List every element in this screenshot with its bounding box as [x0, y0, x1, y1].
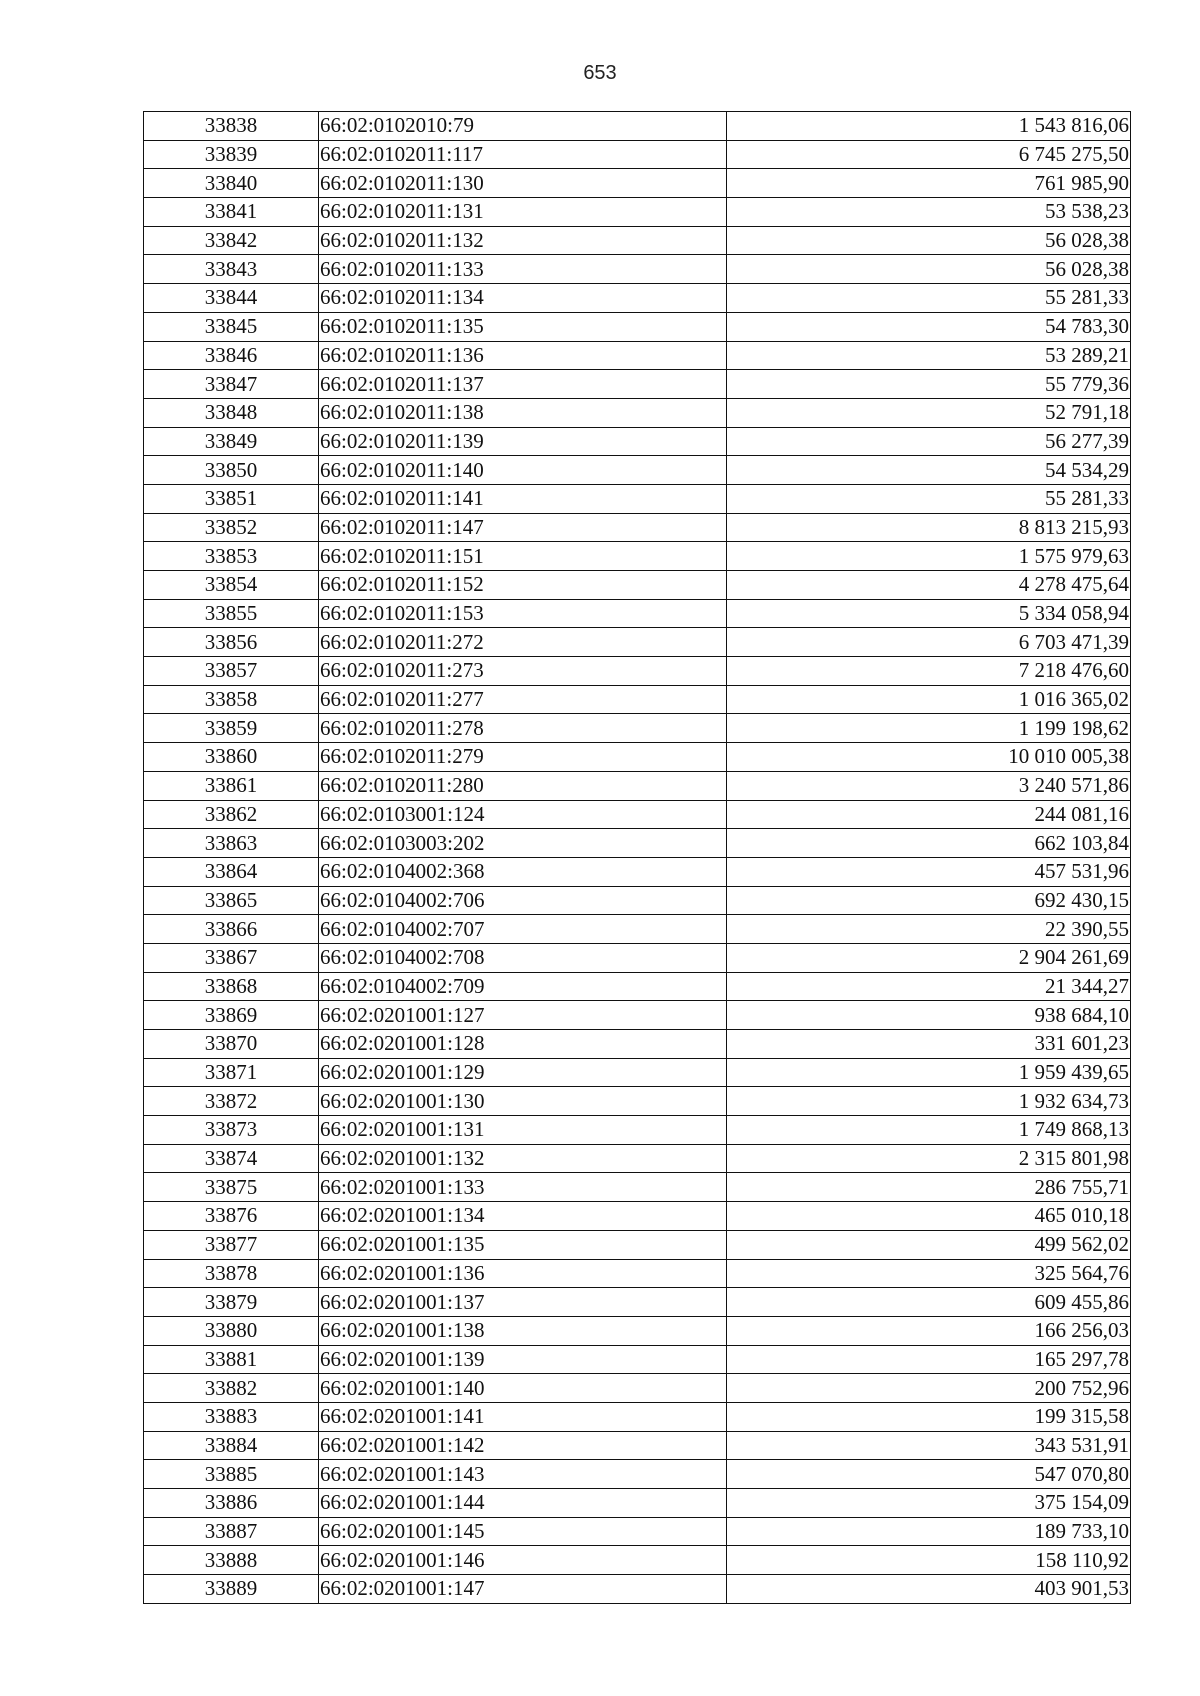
cadastral-value-cell: 286 755,71	[727, 1173, 1131, 1202]
row-number-cell: 33848	[144, 398, 319, 427]
table-row	[144, 1575, 1131, 1604]
cadastral-value-cell: 53 289,21	[727, 341, 1131, 370]
cadastral-number-cell: 66:02:0201001:134	[319, 1202, 727, 1231]
table-row	[144, 1202, 1131, 1231]
cadastral-number-cell: 66:02:0104002:708	[319, 943, 727, 972]
table-row	[144, 198, 1131, 227]
cadastral-value-cell: 189 733,10	[727, 1517, 1131, 1546]
row-number-cell: 33889	[144, 1575, 319, 1604]
cadastral-value-cell: 2 315 801,98	[727, 1144, 1131, 1173]
table-row	[144, 1116, 1131, 1145]
row-number-cell: 33860	[144, 743, 319, 772]
cadastral-number-cell: 66:02:0102011:135	[319, 312, 727, 341]
table-row	[144, 972, 1131, 1001]
row-number-cell: 33883	[144, 1402, 319, 1431]
row-number-cell: 33849	[144, 427, 319, 456]
row-number-cell: 33859	[144, 714, 319, 743]
cadastral-number-cell: 66:02:0102011:151	[319, 542, 727, 571]
cadastral-value-cell: 244 081,16	[727, 800, 1131, 829]
row-number-cell: 33871	[144, 1058, 319, 1087]
table-row	[144, 771, 1131, 800]
cadastral-number-cell: 66:02:0103003:202	[319, 829, 727, 858]
row-number-cell: 33856	[144, 628, 319, 657]
cadastral-value-cell: 662 103,84	[727, 829, 1131, 858]
row-number-cell: 33863	[144, 829, 319, 858]
cadastral-value-cell: 1 749 868,13	[727, 1116, 1131, 1145]
cadastral-value-cell: 56 277,39	[727, 427, 1131, 456]
table-row	[144, 542, 1131, 571]
cadastral-number-cell: 66:02:0201001:142	[319, 1431, 727, 1460]
table-row	[144, 915, 1131, 944]
cadastral-number-cell: 66:02:0102011:141	[319, 484, 727, 513]
cadastral-number-cell: 66:02:0201001:130	[319, 1087, 727, 1116]
row-number-cell: 33858	[144, 685, 319, 714]
row-number-cell: 33842	[144, 226, 319, 255]
cadastral-number-cell: 66:02:0201001:145	[319, 1517, 727, 1546]
table-row	[144, 1374, 1131, 1403]
row-number-cell: 33865	[144, 886, 319, 915]
table-row	[144, 1460, 1131, 1489]
cadastral-value-cell: 55 779,36	[727, 370, 1131, 399]
cadastral-number-cell: 66:02:0102010:79	[319, 112, 727, 141]
row-number-cell: 33841	[144, 198, 319, 227]
table-row	[144, 628, 1131, 657]
cadastral-value-cell: 761 985,90	[727, 169, 1131, 198]
row-number-cell: 33887	[144, 1517, 319, 1546]
table-row	[144, 1001, 1131, 1030]
cadastral-value-cell: 199 315,58	[727, 1402, 1131, 1431]
cadastral-value-cell: 938 684,10	[727, 1001, 1131, 1030]
row-number-cell: 33884	[144, 1431, 319, 1460]
cadastral-value-cell: 2 904 261,69	[727, 943, 1131, 972]
cadastral-number-cell: 66:02:0102011:278	[319, 714, 727, 743]
table-row	[144, 857, 1131, 886]
row-number-cell: 33845	[144, 312, 319, 341]
cadastral-number-cell: 66:02:0102011:117	[319, 140, 727, 169]
page-number: 653	[583, 62, 617, 84]
cadastral-value-cell: 52 791,18	[727, 398, 1131, 427]
row-number-cell: 33855	[144, 599, 319, 628]
cadastral-number-cell: 66:02:0201001:140	[319, 1374, 727, 1403]
cadastral-value-cell: 5 334 058,94	[727, 599, 1131, 628]
cadastral-value-cell: 4 278 475,64	[727, 571, 1131, 600]
cadastral-number-cell: 66:02:0102011:277	[319, 685, 727, 714]
table-row	[144, 341, 1131, 370]
row-number-cell: 33877	[144, 1230, 319, 1259]
table-row	[144, 112, 1131, 141]
cadastral-number-cell: 66:02:0102011:273	[319, 657, 727, 686]
table-row	[144, 284, 1131, 313]
cadastral-value-cell: 6 703 471,39	[727, 628, 1131, 657]
cadastral-number-cell: 66:02:0201001:133	[319, 1173, 727, 1202]
table-row	[144, 571, 1131, 600]
table-row	[144, 1230, 1131, 1259]
cadastral-value-cell: 8 813 215,93	[727, 513, 1131, 542]
cadastral-value-cell: 200 752,96	[727, 1374, 1131, 1403]
cadastral-number-cell: 66:02:0201001:141	[319, 1402, 727, 1431]
row-number-cell: 33843	[144, 255, 319, 284]
table-row	[144, 743, 1131, 772]
table-row	[144, 685, 1131, 714]
cadastral-value-cell: 325 564,76	[727, 1259, 1131, 1288]
cadastral-number-cell: 66:02:0201001:131	[319, 1116, 727, 1145]
table-row	[144, 1431, 1131, 1460]
cadastral-number-cell: 66:02:0102011:279	[319, 743, 727, 772]
cadastral-number-cell: 66:02:0201001:147	[319, 1575, 727, 1604]
row-number-cell: 33838	[144, 112, 319, 141]
table-row	[144, 1030, 1131, 1059]
row-number-cell: 33839	[144, 140, 319, 169]
table-row	[144, 714, 1131, 743]
row-number-cell: 33881	[144, 1345, 319, 1374]
cadastral-number-cell: 66:02:0102011:132	[319, 226, 727, 255]
table-row	[144, 657, 1131, 686]
cadastral-value-cell: 1 575 979,63	[727, 542, 1131, 571]
row-number-cell: 33861	[144, 771, 319, 800]
cadastral-number-cell: 66:02:0104002:707	[319, 915, 727, 944]
cadastral-value-cell: 55 281,33	[727, 484, 1131, 513]
row-number-cell: 33852	[144, 513, 319, 542]
cadastral-number-cell: 66:02:0201001:127	[319, 1001, 727, 1030]
table-row	[144, 169, 1131, 198]
row-number-cell: 33850	[144, 456, 319, 485]
cadastral-value-cell: 56 028,38	[727, 255, 1131, 284]
cadastral-number-cell: 66:02:0102011:147	[319, 513, 727, 542]
table-row	[144, 943, 1131, 972]
row-number-cell: 33851	[144, 484, 319, 513]
cadastral-number-cell: 66:02:0104002:709	[319, 972, 727, 1001]
row-number-cell: 33872	[144, 1087, 319, 1116]
table-row	[144, 1517, 1131, 1546]
table-row	[144, 1058, 1131, 1087]
table-row	[144, 1316, 1131, 1345]
cadastral-number-cell: 66:02:0201001:139	[319, 1345, 727, 1374]
row-number-cell: 33888	[144, 1546, 319, 1575]
cadastral-value-cell: 54 534,29	[727, 456, 1131, 485]
row-number-cell: 33870	[144, 1030, 319, 1059]
cadastral-value-cell: 547 070,80	[727, 1460, 1131, 1489]
row-number-cell: 33853	[144, 542, 319, 571]
table-row	[144, 1345, 1131, 1374]
table-row	[144, 599, 1131, 628]
table-row	[144, 513, 1131, 542]
table-row	[144, 1259, 1131, 1288]
cadastral-number-cell: 66:02:0201001:143	[319, 1460, 727, 1489]
row-number-cell: 33868	[144, 972, 319, 1001]
cadastral-number-cell: 66:02:0103001:124	[319, 800, 727, 829]
row-number-cell: 33880	[144, 1316, 319, 1345]
row-number-cell: 33878	[144, 1259, 319, 1288]
cadastral-value-cell: 165 297,78	[727, 1345, 1131, 1374]
cadastral-value-cell: 54 783,30	[727, 312, 1131, 341]
cadastral-value-cell: 375 154,09	[727, 1489, 1131, 1518]
cadastral-value-cell: 343 531,91	[727, 1431, 1131, 1460]
row-number-cell: 33874	[144, 1144, 319, 1173]
cadastral-value-cell: 331 601,23	[727, 1030, 1131, 1059]
table-row	[144, 1402, 1131, 1431]
row-number-cell: 33885	[144, 1460, 319, 1489]
row-number-cell: 33882	[144, 1374, 319, 1403]
cadastral-value-cell: 1 959 439,65	[727, 1058, 1131, 1087]
table-row	[144, 1087, 1131, 1116]
cadastral-number-cell: 66:02:0102011:136	[319, 341, 727, 370]
cadastral-value-cell: 1 199 198,62	[727, 714, 1131, 743]
cadastral-value-cell: 21 344,27	[727, 972, 1131, 1001]
cadastral-value-cell: 166 256,03	[727, 1316, 1131, 1345]
cadastral-value-cell: 609 455,86	[727, 1288, 1131, 1317]
table-row	[144, 226, 1131, 255]
table-row	[144, 370, 1131, 399]
table-row	[144, 140, 1131, 169]
cadastral-value-cell: 3 240 571,86	[727, 771, 1131, 800]
cadastral-value-cell: 7 218 476,60	[727, 657, 1131, 686]
cadastral-number-cell: 66:02:0102011:130	[319, 169, 727, 198]
cadastral-value-cell: 56 028,38	[727, 226, 1131, 255]
cadastral-number-cell: 66:02:0201001:144	[319, 1489, 727, 1518]
table-row	[144, 255, 1131, 284]
cadastral-number-cell: 66:02:0102011:139	[319, 427, 727, 456]
row-number-cell: 33876	[144, 1202, 319, 1231]
cadastral-value-cell: 10 010 005,38	[727, 743, 1131, 772]
table-row	[144, 800, 1131, 829]
cadastral-number-cell: 66:02:0102011:134	[319, 284, 727, 313]
row-number-cell: 33879	[144, 1288, 319, 1317]
cadastral-number-cell: 66:02:0201001:137	[319, 1288, 727, 1317]
cadastral-number-cell: 66:02:0102011:133	[319, 255, 727, 284]
cadastral-number-cell: 66:02:0104002:706	[319, 886, 727, 915]
cadastral-value-cell: 55 281,33	[727, 284, 1131, 313]
cadastral-number-cell: 66:02:0201001:135	[319, 1230, 727, 1259]
cadastral-value-cell: 1 543 816,06	[727, 112, 1131, 141]
row-number-cell: 33869	[144, 1001, 319, 1030]
cadastral-value-cell: 457 531,96	[727, 857, 1131, 886]
table-row	[144, 484, 1131, 513]
cadastral-value-cell: 499 562,02	[727, 1230, 1131, 1259]
cadastral-value-cell: 465 010,18	[727, 1202, 1131, 1231]
cadastral-value-cell: 1 016 365,02	[727, 685, 1131, 714]
row-number-cell: 33847	[144, 370, 319, 399]
row-number-cell: 33864	[144, 857, 319, 886]
table-body	[144, 112, 1131, 1604]
row-number-cell: 33854	[144, 571, 319, 600]
cadastral-number-cell: 66:02:0102011:272	[319, 628, 727, 657]
row-number-cell: 33886	[144, 1489, 319, 1518]
cadastral-number-cell: 66:02:0201001:136	[319, 1259, 727, 1288]
cadastral-value-cell: 692 430,15	[727, 886, 1131, 915]
row-number-cell: 33875	[144, 1173, 319, 1202]
row-number-cell: 33846	[144, 341, 319, 370]
row-number-cell: 33844	[144, 284, 319, 313]
table-row	[144, 1144, 1131, 1173]
cadastral-number-cell: 66:02:0201001:128	[319, 1030, 727, 1059]
table-row	[144, 1288, 1131, 1317]
table-row	[144, 1489, 1131, 1518]
cadastral-number-cell: 66:02:0102011:152	[319, 571, 727, 600]
cadastral-value-cell: 403 901,53	[727, 1575, 1131, 1604]
cadastral-number-cell: 66:02:0102011:137	[319, 370, 727, 399]
cadastral-number-cell: 66:02:0201001:129	[319, 1058, 727, 1087]
table-row	[144, 427, 1131, 456]
cadastral-value-cell: 22 390,55	[727, 915, 1131, 944]
table-row	[144, 829, 1131, 858]
row-number-cell: 33867	[144, 943, 319, 972]
cadastral-number-cell: 66:02:0201001:146	[319, 1546, 727, 1575]
table-row	[144, 312, 1131, 341]
cadastral-number-cell: 66:02:0104002:368	[319, 857, 727, 886]
cadastral-number-cell: 66:02:0201001:132	[319, 1144, 727, 1173]
table-row	[144, 1546, 1131, 1575]
row-number-cell: 33840	[144, 169, 319, 198]
cadastral-number-cell: 66:02:0102011:280	[319, 771, 727, 800]
cadastral-value-cell: 1 932 634,73	[727, 1087, 1131, 1116]
cadastral-value-cell: 53 538,23	[727, 198, 1131, 227]
row-number-cell: 33873	[144, 1116, 319, 1145]
cadastral-number-cell: 66:02:0102011:153	[319, 599, 727, 628]
table-row	[144, 456, 1131, 485]
table-row	[144, 398, 1131, 427]
cadastral-number-cell: 66:02:0201001:138	[319, 1316, 727, 1345]
cadastral-number-cell: 66:02:0102011:131	[319, 198, 727, 227]
table-row	[144, 886, 1131, 915]
cadastral-value-table	[143, 111, 1131, 1604]
cadastral-value-cell: 6 745 275,50	[727, 140, 1131, 169]
row-number-cell: 33857	[144, 657, 319, 686]
row-number-cell: 33866	[144, 915, 319, 944]
cadastral-value-cell: 158 110,92	[727, 1546, 1131, 1575]
cadastral-number-cell: 66:02:0102011:140	[319, 456, 727, 485]
table-row	[144, 1173, 1131, 1202]
row-number-cell: 33862	[144, 800, 319, 829]
cadastral-number-cell: 66:02:0102011:138	[319, 398, 727, 427]
